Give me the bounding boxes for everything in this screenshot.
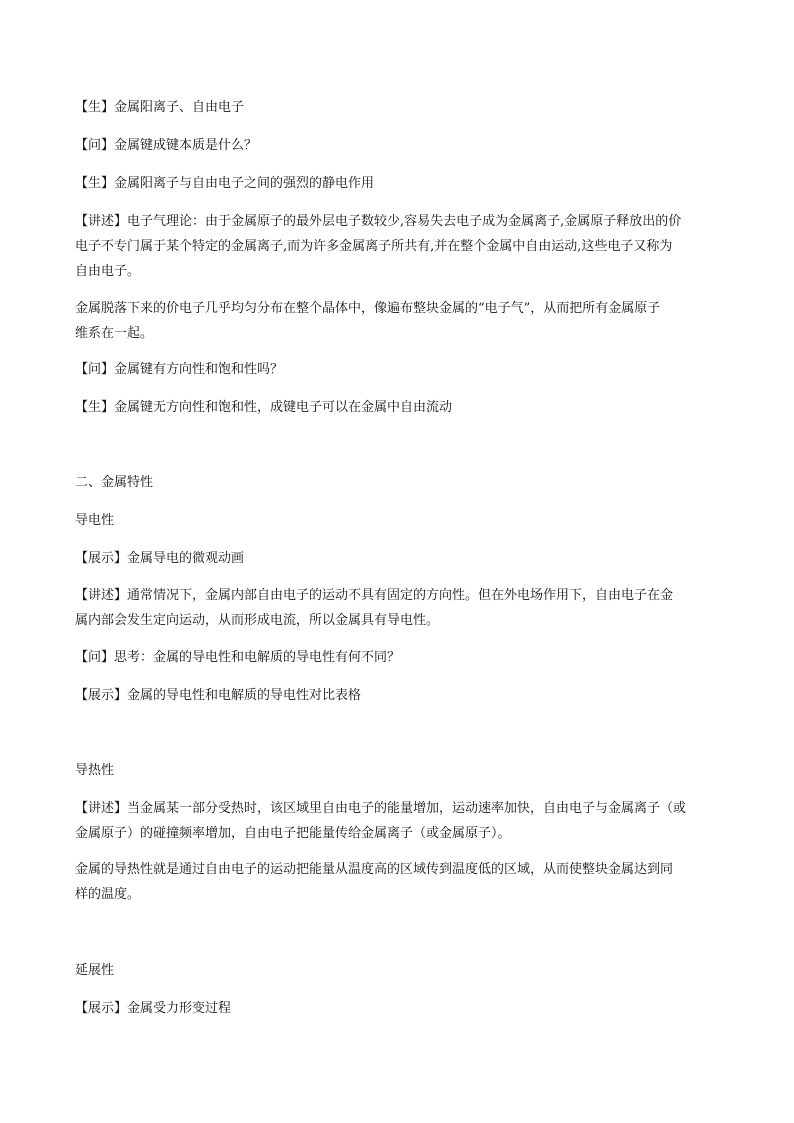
paragraph-thermal-summary	[75, 857, 725, 907]
paragraph-line: 【讲述】通常情况下，金属内部自由电子的运动不具有固定的方向性。但在外电场作用下，自由电子在金	[75, 588, 674, 603]
paragraph-line: 电子不专门属于某个特定的金属离子,而为许多金属离子所共有,并在整个金属中自由运动,这些电子又称为	[75, 239, 673, 254]
section-title-metal-properties: 二、金属特性	[75, 475, 154, 490]
heading-thermal-conductivity: 导热性	[75, 763, 115, 778]
question-direction-saturation: 【问】金属键有方向性和饱和性吗？	[75, 362, 284, 377]
paragraph-electron-gas-theory	[75, 209, 725, 284]
student-answer-direction-saturation: 【生】金属键无方向性和饱和性，成键电子可以在金属中自由流动	[75, 400, 453, 415]
paragraph-line: 金属脱落下来的价电子几乎均匀分布在整个晶体中，像遍布整块金属的“电子气”，从而把所有金属原子	[75, 301, 661, 316]
paragraph-line: 自由电子。	[75, 264, 141, 279]
paragraph-line: 金属的导热性就是通过自由电子的运动把能量从温度高的区域传到温度低的区域，从而使整块金属达到同	[75, 862, 674, 877]
show-deformation-process: 【展示】金属受力形变过程	[75, 1001, 232, 1016]
paragraph-line: 样的温度。	[75, 887, 141, 902]
paragraph-line: 【讲述】当金属某一部分受热时，该区域里自由电子的能量增加，运动速率加快，自由电子与金属离子（或	[75, 801, 687, 816]
heading-conductivity: 导电性	[75, 513, 115, 528]
paragraph-line: 属内部会发生定向运动，从而形成电流，所以金属具有导电性。	[75, 613, 440, 628]
question-bond-nature: 【问】金属键成键本质是什么？	[75, 138, 258, 153]
paragraph-line: 【讲述】电子气理论：由于金属原子的最外层电子数较少,容易失去电子成为金属离子,金属原子释放出的价	[75, 214, 682, 229]
paragraph-line: 维系在一起。	[75, 326, 154, 341]
question-conductivity-difference: 【问】思考：金属的导电性和电解质的导电性有何不同？	[75, 650, 401, 665]
paragraph-electron-gas-distribution	[75, 296, 725, 346]
student-answer-components: 【生】金属阳离子、自由电子	[75, 100, 245, 115]
show-conductivity-table: 【展示】金属的导电性和电解质的导电性对比表格	[75, 688, 362, 703]
paragraph-thermal-explain	[75, 796, 725, 846]
paragraph-line: 金属原子）的碰撞频率增加，自由电子把能量传给金属离子（或金属原子）。	[75, 826, 511, 841]
heading-ductility: 延展性	[75, 963, 115, 978]
student-answer-bond-nature: 【生】金属阳离子与自由电子之间的强烈的静电作用	[75, 176, 375, 191]
paragraph-conductivity-explain	[75, 583, 725, 633]
show-conductivity-animation: 【展示】金属导电的微观动画	[75, 551, 245, 566]
